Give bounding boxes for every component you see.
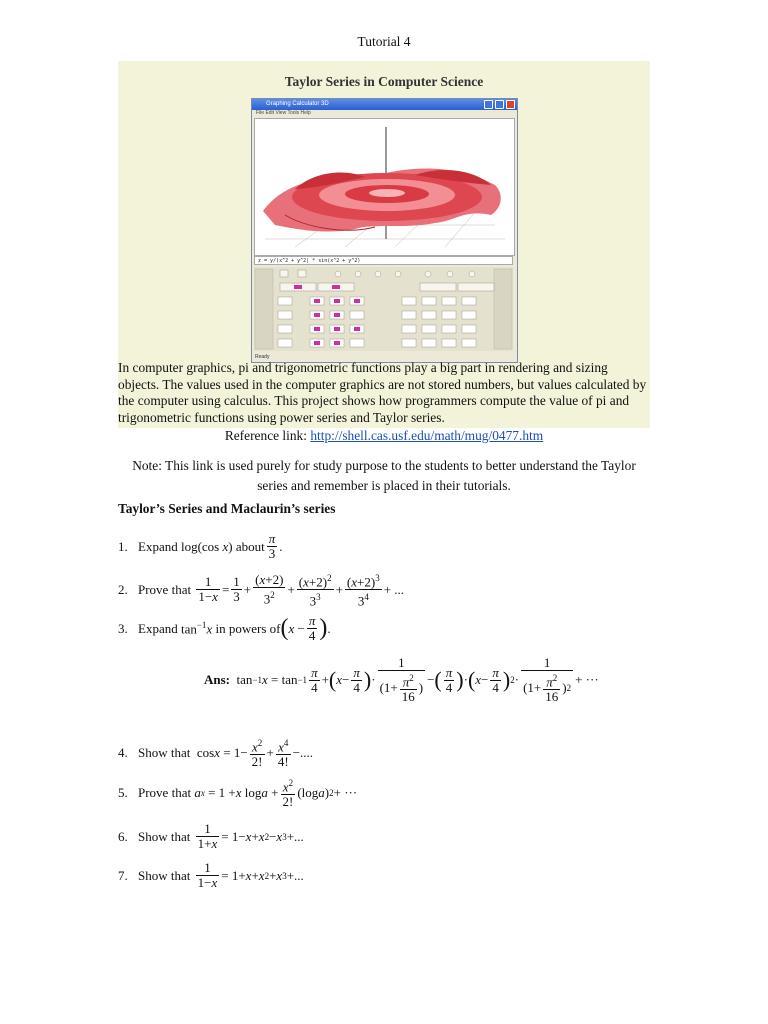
math-fraction: $\frac{\pi^2}{16}$ <box>401 673 415 705</box>
math-fraction: $\frac{1}{1-x}$ <box>198 574 218 605</box>
formula-input[interactable]: z = y/(x^2 + y^2) * sin(x^2 + y^2) <box>254 256 513 265</box>
problem-1-expression: log(cos x) <box>180 538 233 554</box>
maximize-icon[interactable] <box>495 100 504 109</box>
math-fraction: $\frac{(x+2)}{3^2}$ <box>255 572 284 607</box>
calculator-keypad <box>254 267 513 351</box>
section-heading: Taylor’s Series and Maclaurin’s series <box>118 501 336 516</box>
problem-mid: about <box>235 538 265 554</box>
problem-prefix: Show that <box>138 744 191 760</box>
minimize-icon[interactable] <box>484 100 493 109</box>
problem-5: 5. Prove that a x = 1 + x log a + $\frac{x^2}{2!}$ (log a ) 2 + ··· <box>118 778 358 810</box>
problem-4: 4. Show that cos x = 1− $\frac{x^2}{2!}$ + $\frac{x^4}{4!}$ −.... <box>118 738 314 770</box>
reference-line <box>0 428 768 444</box>
problem-number: 1. <box>118 538 128 554</box>
box-title: Taylor Series in Computer Science <box>284 74 484 89</box>
problem-number: 2. <box>118 581 128 597</box>
pi-over-3: $\frac{\pi}{3}$ <box>268 531 276 561</box>
math-fraction: $\frac{1}{1-x}$ <box>197 860 218 890</box>
problem-number: 5. <box>118 784 128 800</box>
reference-link[interactable]: http://shell.cas.usf.edu/math/mug/0477.htm <box>310 428 544 443</box>
problem-prefix: Expand <box>138 620 178 636</box>
math-fraction: $\frac{x^2}{2!}$ <box>282 778 294 810</box>
problem-6: 6. Show that $\frac{1}{1+x}$ = 1− x + x 2 − x 3 +... <box>118 821 304 851</box>
math-fraction: $\frac{\pi}{4}$ <box>445 664 453 695</box>
problem-mid: in powers of <box>215 620 281 636</box>
problem-number: 4. <box>118 744 128 760</box>
answer-3: Ans: tan −1 x = tan −1 $\frac{\pi}{4}$ + ( x − $\frac{\pi}{4}$ ) · 1 (1+ $\frac{\pi^2}{16}$ ) − ( $\frac{\pi}{4}$ ) · ( x − $\frac{\pi}{4}$ ) 2 · 1 (1+ $\frac{\pi^2}{16}$ ) 2 + ··· <box>204 655 599 705</box>
page-title: Tutorial 4 <box>357 34 411 49</box>
math-fraction: 1 (1+ $\frac{\pi^2}{16}$ ) <box>379 655 424 705</box>
problem-7: 7. Show that $\frac{1}{1-x}$ = 1+ x + x 2 + x 3 +... <box>118 860 304 890</box>
window-titlebar <box>252 99 517 110</box>
problem-1: 1. Expand log(cos x) about $\frac{\pi}{3}$ . <box>118 531 283 561</box>
math-fraction: $\frac{(x+2)^3}{3^4}$ <box>346 573 380 609</box>
math-fraction: $\frac{(x+2)^2}{3^3}$ <box>298 573 332 609</box>
math-fraction: $\frac{\pi}{4}$ <box>308 613 316 643</box>
problem-prefix: Prove that <box>138 784 192 800</box>
math-fraction: $\frac{x^2}{2!}$ <box>251 738 263 770</box>
problem-2: 2. Prove that $\frac{1}{1-x}$ = $\frac{1}{3}$ + $\frac{(x+2)}{3^2}$ + $\frac{(x+2)^2}{3^3}$ + $\frac{(x+2)^3}{3^4}$ + ... <box>118 572 405 609</box>
math-fraction: $\frac{x^4}{4!}$ <box>277 738 289 770</box>
status-bar: Ready <box>255 354 270 360</box>
problem-number: 3. <box>118 620 128 636</box>
calculator-screenshot <box>251 98 518 363</box>
window-menubar[interactable]: File Edit View Tools Help <box>252 110 517 118</box>
math-fraction: $\frac{\pi}{4}$ <box>353 664 360 695</box>
answer-label: Ans: <box>204 672 231 688</box>
math-fraction: $\frac{1}{3}$ <box>233 574 240 605</box>
intro-paragraph: In computer graphics, pi and trigonometric functions play a big part in rendering and sizing objects. The values used in the computer graphics are not stored numbers, but values calculated by the computer using calculus. This project shows how programmers compute the value of pi and trigonometric functions using power series and Taylor series. <box>118 360 647 425</box>
math-fraction: $\frac{\pi^2}{16}$ <box>545 673 559 705</box>
problem-prefix: Expand <box>138 538 178 554</box>
problem-prefix: Prove that <box>138 581 192 597</box>
math-fraction: $\frac{\pi}{4}$ <box>492 664 499 695</box>
note-text: Note: This link is used purely for study purpose to the students to better understand the Taylor series and remember is placed in their tutorials. <box>132 458 636 493</box>
reference-label: Reference link: <box>224 428 307 443</box>
3d-surface-plot <box>254 118 515 256</box>
problem-3: 3. Expand $\tan^{-1}x$ in powers of ( x − $\frac{\pi}{4}$ ) . <box>118 613 331 643</box>
math-fraction: $\frac{\pi}{4}$ <box>311 664 318 695</box>
window-title: Graphing Calculator 3D <box>266 101 329 107</box>
problem-prefix: Show that <box>138 828 191 844</box>
math-fraction: 1 (1+ $\frac{\pi^2}{16}$ ) 2 <box>523 655 572 705</box>
problem-prefix: Show that <box>138 867 191 883</box>
problem-number: 7. <box>118 867 128 883</box>
problem-number: 6. <box>118 828 128 844</box>
close-icon[interactable] <box>506 100 515 109</box>
math-fraction: $\frac{1}{1+x}$ <box>197 821 218 851</box>
